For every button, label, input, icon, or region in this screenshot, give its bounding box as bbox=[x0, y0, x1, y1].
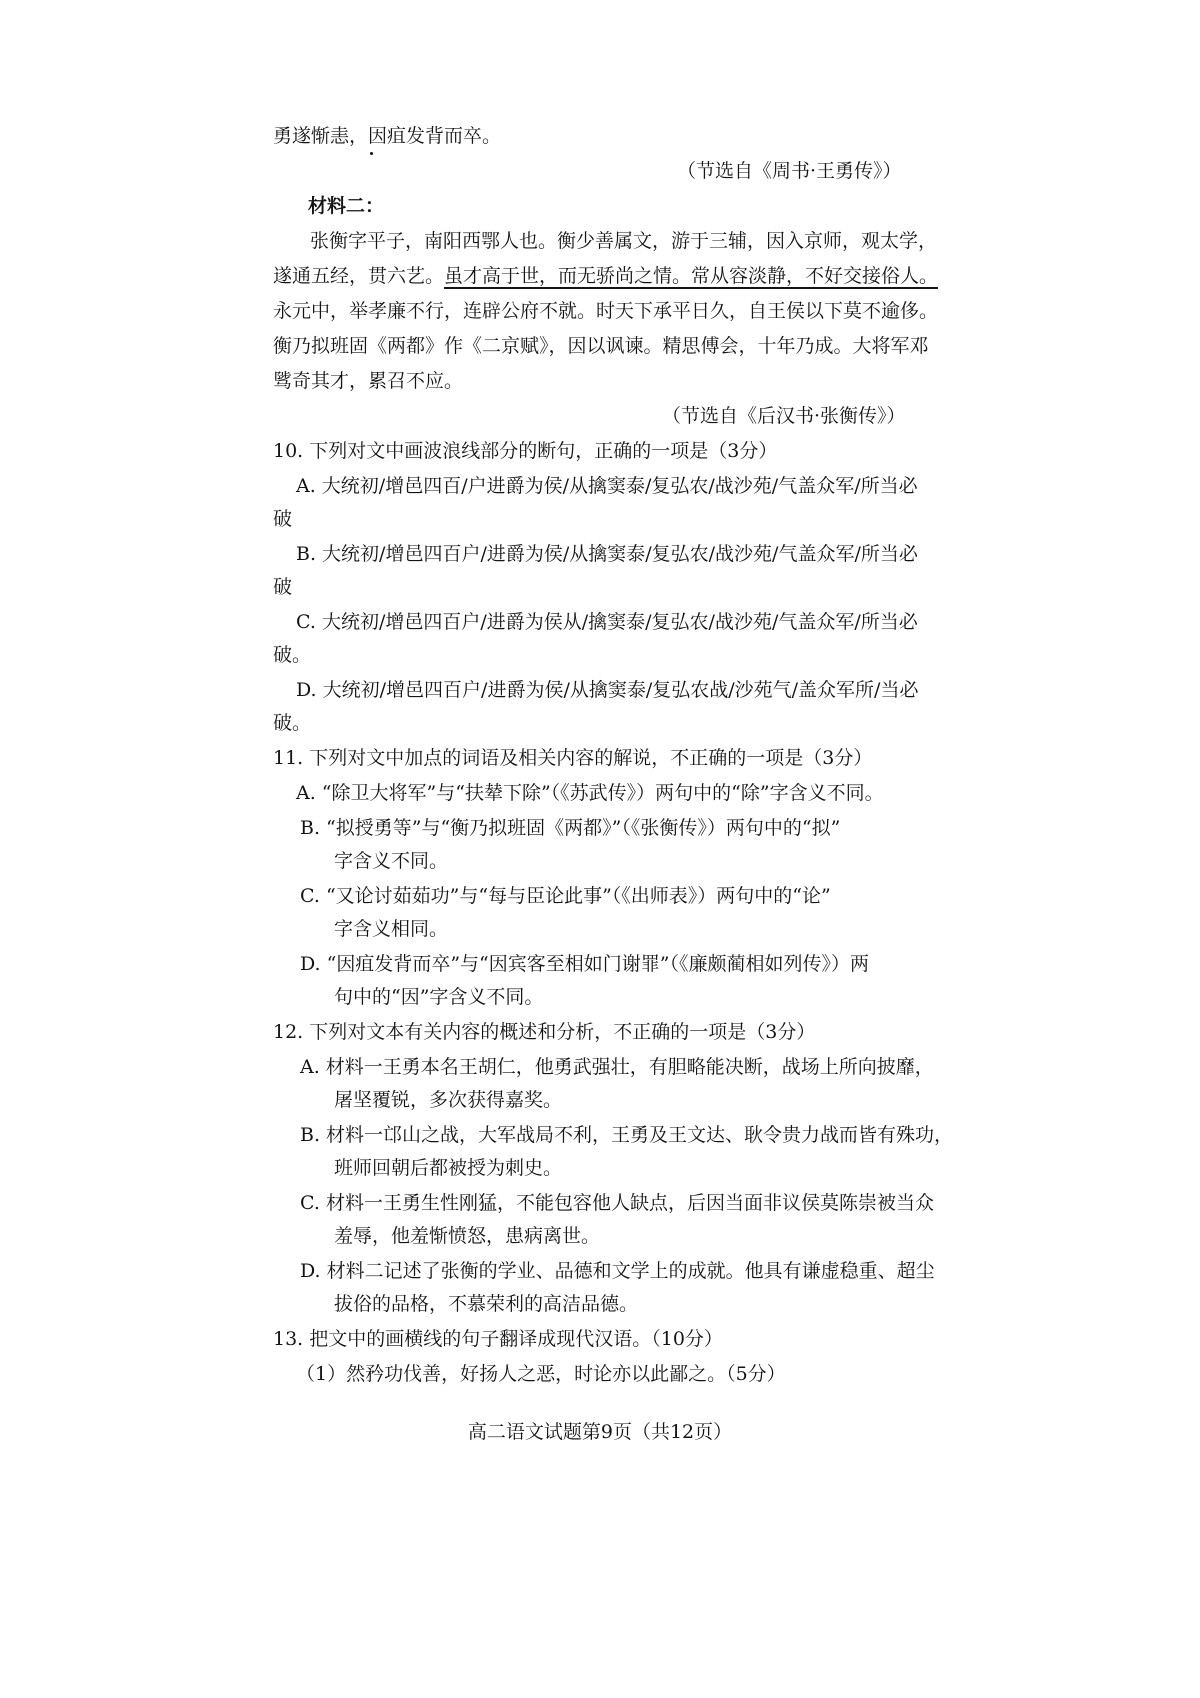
page-footer: 高二语文试题第9页（共12页） bbox=[467, 1421, 733, 1443]
q11-option-c-wrap: 字含义相同。 bbox=[334, 918, 449, 940]
material2-line-5: 骘奇其才，累召不应。 bbox=[273, 370, 464, 392]
q11-option-d-wrap: 句中的“因”字含义不同。 bbox=[334, 986, 544, 1008]
material2-line-2-plain: 遂通五经，贯六艺。 bbox=[273, 265, 445, 287]
q10-option-b: B. 大统初/增邑四百户/进爵为侯/从擒窦泰/复弘农/战沙苑/气盖众军/所当必 bbox=[296, 543, 918, 565]
material2-source: （节选自《后汉书·张衡传》） bbox=[662, 405, 906, 427]
q12-option-d: D. 材料二记述了张衡的学业、品德和文学上的成就。他具有谦虚稳重、超尘 bbox=[300, 1260, 935, 1282]
q10-option-d-wrap: 破。 bbox=[273, 712, 312, 734]
q11-option-c: C. “又论讨茹茹功”与“每与臣论此事”（《出师表》）两句中的“论” bbox=[300, 885, 831, 907]
emphasis-dot bbox=[370, 152, 373, 155]
q11-option-a: A. “除卫大将军”与“扶辇下除”（《苏武传》）两句中的“除”字含义不同。 bbox=[296, 782, 884, 804]
material1-last-line: 勇遂惭恚，因疽发背而卒。 bbox=[273, 125, 502, 147]
q11-option-b-wrap: 字含义不同。 bbox=[334, 850, 449, 872]
q10-stem: 10. 下列对文中画波浪线部分的断句，正确的一项是（3分） bbox=[273, 440, 778, 462]
q12-option-c: C. 材料一王勇生性刚猛，不能包容他人缺点，后因当面非议侯莫陈崇被当众 bbox=[300, 1192, 934, 1214]
q12-option-b: B. 材料一邙山之战，大军战局不利，王勇及王文达、耿令贵力战而皆有殊功， bbox=[300, 1124, 954, 1146]
q12-option-a-wrap: 屠坚覆锐，多次获得嘉奖。 bbox=[334, 1089, 563, 1111]
material1-source: （节选自《周书·王勇传》） bbox=[677, 160, 902, 182]
q10-option-d: D. 大统初/增邑四百户/进爵为侯/从擒窦泰/复弘农战/沙苑气/盖众军所/当必 bbox=[296, 679, 919, 701]
q11-option-d: D. “因疽发背而卒”与“因宾客至相如门谢罪”（《廉颇蔺相如列传》）两 bbox=[300, 953, 869, 975]
q13-item-1: （1）然矜功伐善，好扬人之恶，时论亦以此鄙之。（5分） bbox=[296, 1363, 786, 1385]
underlined-sentence: 虽才高于世，而无骄尚之情。常从容淡静，不好交接俗人。 bbox=[444, 265, 939, 287]
material2-heading: 材料二： bbox=[308, 195, 385, 217]
material2-line-3: 永元中，举孝廉不行，连辟公府不就。时天下承平日久，自王侯以下莫不逾侈。 bbox=[273, 300, 939, 322]
q12-option-d-wrap: 拔俗的品格，不慕荣利的高洁品德。 bbox=[334, 1293, 639, 1315]
q10-option-b-wrap: 破 bbox=[273, 576, 293, 598]
material2-line-1: 张衡字平子，南阳西鄂人也。衡少善属文，游于三辅，因入京师，观太学， bbox=[310, 230, 938, 252]
q10-option-c: C. 大统初/增邑四百户/进爵为侯从/擒窦泰/复弘农/战沙苑/气盖众军/所当必 bbox=[296, 611, 918, 633]
q12-option-b-wrap: 班师回朝后都被授为刺史。 bbox=[334, 1157, 563, 1179]
material2-line-2 bbox=[273, 262, 938, 290]
material2-line-4: 衡乃拟班固《两都》作《二京赋》，因以讽谏。精思傅会，十年乃成。大将军邓 bbox=[273, 335, 929, 357]
q11-option-b: B. “拟授勇等”与“衡乃拟班固《两都》”（《张衡传》）两句中的“拟” bbox=[300, 817, 841, 839]
q12-option-a: A. 材料一王勇本名王胡仁，他勇武强壮，有胆略能决断，战场上所向披靡， bbox=[300, 1056, 934, 1078]
q12-stem: 12. 下列对文本有关内容的概述和分析，不正确的一项是（3分） bbox=[273, 1021, 816, 1043]
q11-stem: 11. 下列对文中加点的词语及相关内容的解说，不正确的一项是（3分） bbox=[273, 747, 873, 769]
q13-stem: 13. 把文中的画横线的句子翻译成现代汉语。（10分） bbox=[273, 1328, 723, 1350]
q10-option-a: A. 大统初/增邑四百/户进爵为侯/从擒窦泰/复弘农/战沙苑/气盖众军/所当必 bbox=[296, 475, 918, 497]
q10-option-c-wrap: 破。 bbox=[273, 644, 312, 666]
q12-option-c-wrap: 羞辱，他羞惭愤怒，患病离世。 bbox=[334, 1225, 601, 1247]
q10-option-a-wrap: 破 bbox=[273, 508, 293, 530]
